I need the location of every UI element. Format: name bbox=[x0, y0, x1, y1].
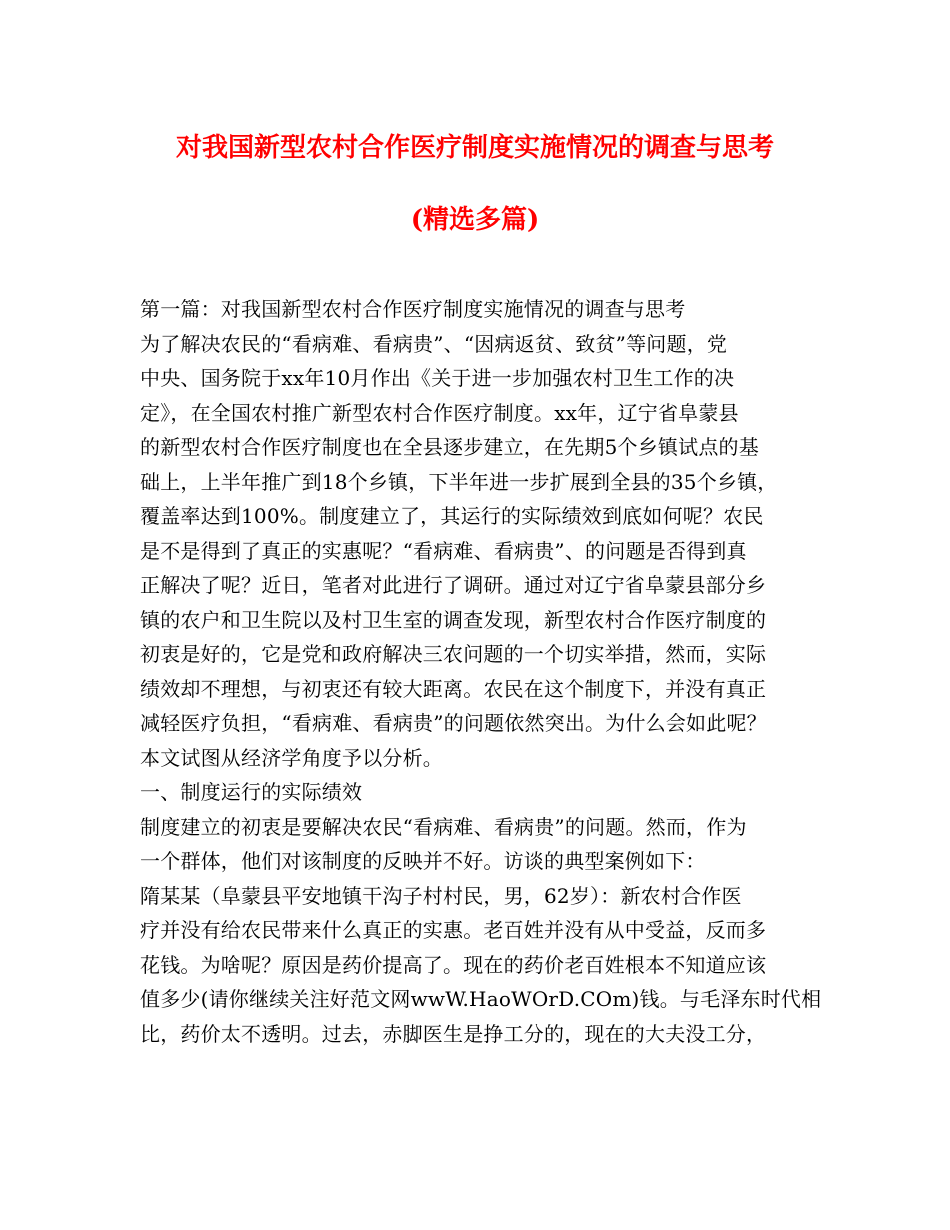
section-heading: 一、制度运行的实际绩效 bbox=[140, 780, 363, 804]
body-line: 覆盖率达到100%。制度建立了，其运行的实际绩效到底如何呢？农民 bbox=[140, 504, 764, 528]
body-line: 制度建立的初衷是要解决农民“看病难、看病贵”的问题。然而，作为 bbox=[140, 814, 747, 839]
body-line: 值多少(请你继续关注好范文网wwW.HaoWOrD.COm)钱。与毛泽东时代相 bbox=[140, 987, 822, 1011]
body-line: 镇的农户和卫生院以及村卫生室的调查发现，新型农村合作医疗制度的 bbox=[140, 607, 767, 632]
body-line: 为了解决农民的“看病难、看病贵”、“因病返贫、致贫”等问题，党 bbox=[140, 331, 728, 356]
document-body bbox=[140, 292, 830, 1051]
document-subtitle: (精选多篇) bbox=[410, 205, 540, 235]
body-line: 中央、国务院于xx年10月作出《关于进一步加强农村卫生工作的决 bbox=[140, 366, 735, 390]
body-line: 的新型农村合作医疗制度也在全县逐步建立，在先期5个乡镇试点的基 bbox=[140, 435, 759, 459]
document-title: 对我国新型农村合作医疗制度实施情况的调查与思考 bbox=[175, 133, 774, 163]
body-line: 本文试图从经济学角度予以分析。 bbox=[140, 745, 443, 770]
body-line: 是不是得到了真正的实惠呢？“看病难、看病贵”、的问题是否得到真 bbox=[140, 538, 747, 563]
body-line: 减轻医疗负担，“看病难、看病贵”的问题依然突出。为什么会如此呢？ bbox=[140, 711, 767, 735]
body-line: 疗并没有给农民带来什么真正的实惠。老百姓并没有从中受益，反而多 bbox=[140, 918, 767, 942]
body-line: 隋某某（阜蒙县平安地镇干沟子村村民，男，62岁）：新农村合作医 bbox=[140, 883, 742, 908]
body-line: 初衷是好的，它是党和政府解决三农问题的一个切实举措，然而，实际 bbox=[140, 642, 767, 666]
body-line: 正解决了呢？近日，笔者对此进行了调研。通过对辽宁省阜蒙县部分乡 bbox=[140, 573, 767, 597]
body-line: 花钱。为啥呢？原因是药价提高了。现在的药价老百姓根本不知道应该 bbox=[140, 952, 767, 977]
body-line: 第一篇：对我国新型农村合作医疗制度实施情况的调查与思考 bbox=[140, 297, 686, 321]
body-line: 定》，在全国农村推广新型农村合作医疗制度。xx年，辽宁省阜蒙县 bbox=[140, 400, 739, 425]
body-line: 一个群体，他们对该制度的反映并不好。访谈的典型案例如下： bbox=[140, 849, 706, 873]
body-line: 比，药价太不透明。过去，赤脚医生是挣工分的，现在的大夫没工分， bbox=[140, 1021, 767, 1046]
body-line: 绩效却不理想，与初衷还有较大距离。农民在这个制度下，并没有真正 bbox=[140, 676, 767, 701]
body-line: 础上，上半年推广到18个乡镇，下半年进一步扩展到全县的35个乡镇， bbox=[140, 469, 778, 494]
